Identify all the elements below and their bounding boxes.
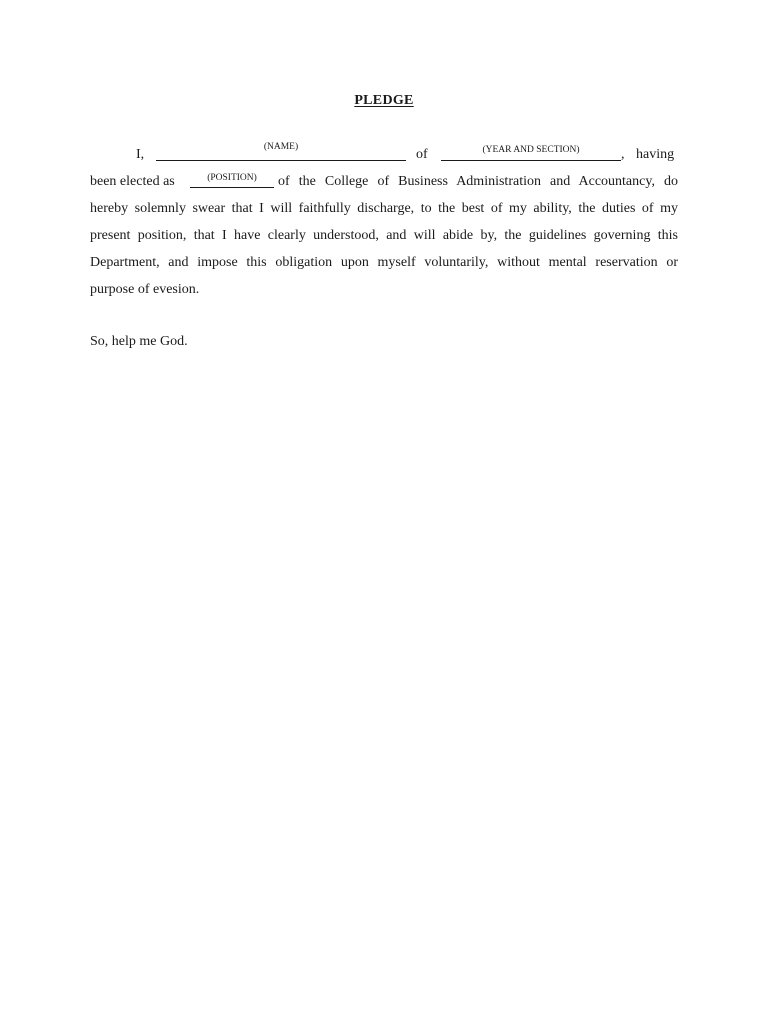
pledge-line-5: Department, and impose this obligation upon myself voluntarily, without mental reservation or xyxy=(90,255,678,270)
been-elected-as-label: been elected as xyxy=(90,174,175,189)
comma-after-year: , xyxy=(621,147,625,162)
year-section-caption: (YEAR AND SECTION) xyxy=(482,145,580,155)
year-section-blank[interactable] xyxy=(441,160,621,161)
pledge-line-4: present position, that I have clearly understood, and will abide by, the guidelines governing this xyxy=(90,228,678,243)
name-blank[interactable] xyxy=(156,160,406,161)
position-blank[interactable] xyxy=(190,187,274,188)
closing-line: So, help me God. xyxy=(90,334,188,349)
pledge-i-label: I, xyxy=(136,147,145,162)
pledge-line-2-rest: of the College of Business Administration and Accountancy, do xyxy=(278,174,678,189)
pledge-of-label: of xyxy=(416,147,428,162)
pledge-having-label: having xyxy=(636,147,675,162)
pledge-line-6: purpose of evesion. xyxy=(90,282,200,297)
name-caption: (NAME) xyxy=(263,142,299,152)
position-caption: (POSITION) xyxy=(207,173,257,183)
document-title: PLEDGE xyxy=(354,93,414,108)
pledge-line-3: hereby solemnly swear that I will faithfully discharge, to the best of my ability, the duties of my xyxy=(90,201,678,216)
